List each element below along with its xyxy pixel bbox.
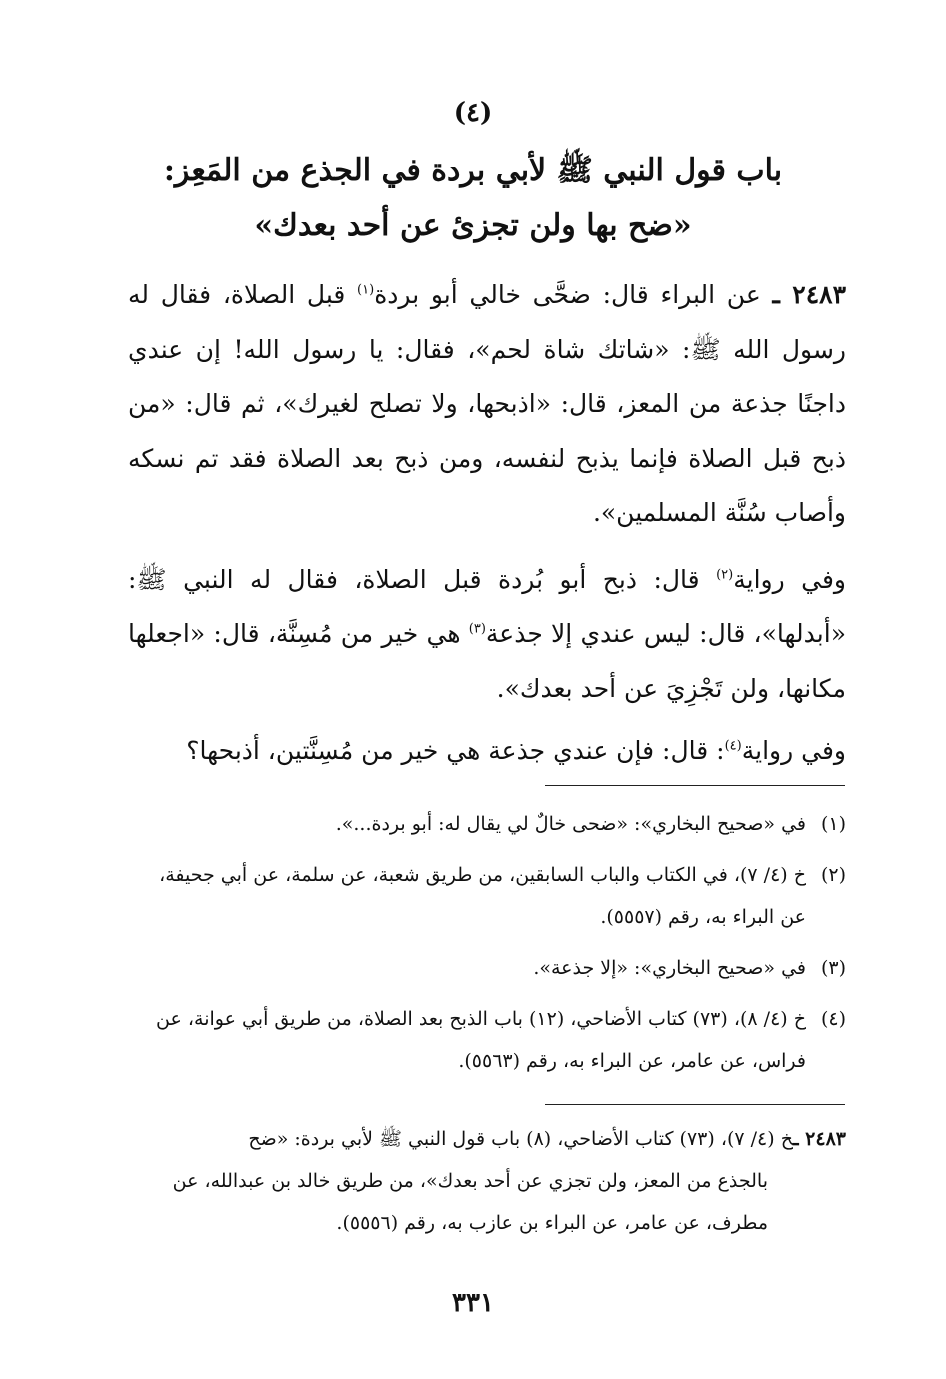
hadith-text: عن البراء قال: ضحَّى خالي أبو بردة	[374, 280, 761, 309]
source-note	[136, 1118, 846, 1244]
hadith-text: : قال: فإن عندي جذعة هي خير من مُسِنَّتين، أذبحها؟	[186, 736, 725, 765]
footnote-number: (١)	[820, 813, 846, 835]
source-note-first-line	[136, 1118, 846, 1160]
footnote	[136, 947, 846, 989]
chapter-number: (٤)	[453, 98, 493, 128]
hadith-paragraph-2	[128, 553, 846, 717]
footnote-text: خ (٤/ ٧)، في الكتاب والباب السابقين، من طريق شعبة، عن سلمة، عن أبي جحيفة، عن البراء به، رقم (٥٥٥٧).	[159, 864, 806, 928]
hadith-number: ٢٤٨٣ ـ	[772, 280, 847, 309]
hadith-text: قال: ذبح أبو بُردة قبل الصلاة، فقال له النبي ﷺ: «أبدلها»، قال: ليس عندي إلا جذعة	[128, 564, 847, 648]
hadith-text: وفي رواية	[741, 736, 846, 765]
hadith-paragraph-3	[128, 724, 846, 779]
source-hadith-number: ٢٤٨٣ ـ	[792, 1128, 846, 1150]
source-text: خ (٤/ ٧)، (٧٣) كتاب الأضاحي، (٨) باب قول النبي ﷺ لأبي بردة: «ضح	[248, 1128, 793, 1150]
footnote-text: في «صحيح البخاري»: «ضحى خالٌ لي يقال له: أبو بردة...».	[335, 813, 806, 835]
footnote-number: (٣)	[820, 957, 846, 979]
source-divider	[545, 1104, 845, 1105]
hadith-body	[128, 268, 846, 779]
footnotes	[136, 803, 846, 1091]
footnote	[136, 998, 846, 1082]
source-note-continuation: بالجذع من المعز، ولن تجزي عن أحد بعدك»، من طريق خالد بن عبدالله، عن مطرف، عن عامر، عن البراء بن عازب به، رقم (٥٥٥٦).	[172, 1170, 768, 1234]
hadith-text: هي خير من مُسِنَّة، قال: «اجعلها مكانها، ولن تَجْزِيَ عن أحد بعدك».	[128, 619, 846, 703]
footnote-number: (٤)	[820, 1008, 846, 1030]
hadith-text: وفي رواية	[733, 564, 846, 594]
chapter-heading-line2: «ضح بها ولن تجزئ عن أحد بعدك»	[254, 208, 692, 243]
footnote-ref: (٤)	[724, 738, 742, 754]
footnote-number: (٢)	[820, 864, 846, 886]
page-number: ٣٣١	[452, 1288, 494, 1318]
footnote	[136, 803, 846, 845]
hadith-text: قبل الصلاة، فقال له رسول الله ﷺ: «شاتك شاة لحم»، فقال: يا رسول الله! إن عندي داجنًا جذعة من المعز، قال: «اذبحها، ولا تصلح لغيرك»، ثم قال: «من ذبح قبل الصلاة فإنما يذبح لنفسه، ومن ذبح بعد الصلاة فقد تم نسكه وأصاب سُنَّة المسلمين».	[128, 280, 846, 527]
hadith-paragraph-1	[128, 268, 846, 541]
footnote-ref: (٢)	[716, 567, 734, 583]
footnote-ref: (٣)	[468, 621, 486, 637]
footnote-divider	[545, 785, 845, 786]
footnote-ref: (١)	[357, 282, 375, 298]
chapter-heading-line1: باب قول النبي ﷺ لأبي بردة في الجذع من المَعِز:	[163, 153, 783, 188]
footnote-text: خ (٤/ ٨)، (٧٣) كتاب الأضاحي، (١٢) باب الذبح بعد الصلاة، من طريق أبي عوانة، عن فراس، عن عامر، عن البراء به، رقم (٥٥٦٣).	[156, 1008, 806, 1072]
footnote-text: في «صحيح البخاري»: «إلا جذعة».	[533, 957, 806, 979]
footnote	[136, 854, 846, 938]
